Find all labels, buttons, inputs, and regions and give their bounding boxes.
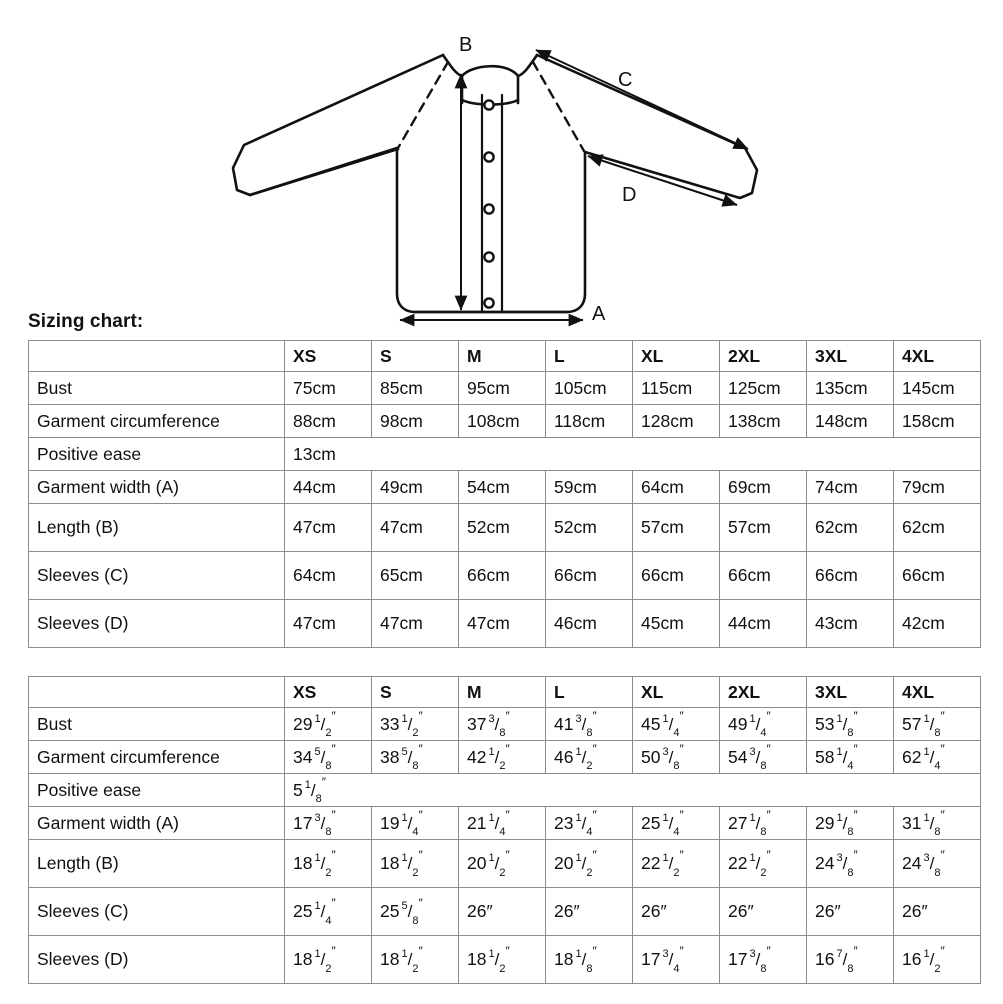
- table-cell: 74cm: [807, 471, 894, 504]
- table-cell: 17 $^3/_8''$: [720, 936, 807, 984]
- table-cell: 38 $^5/_8''$: [372, 741, 459, 774]
- imperial-row-label: Length (B): [29, 840, 285, 888]
- table-cell: 24 $^3/_8''$: [807, 840, 894, 888]
- table-cell: 138cm: [720, 405, 807, 438]
- metric-row-label: Bust: [29, 372, 285, 405]
- metric-table-wrapper: [28, 340, 981, 648]
- table-cell: 66cm: [720, 552, 807, 600]
- imperial-size-header-xl: XL: [633, 677, 720, 708]
- imperial-header-row: [29, 677, 981, 708]
- table-cell: 95cm: [459, 372, 546, 405]
- diagram-label-c: C: [618, 69, 633, 91]
- metric-row-label: Sleeves (C): [29, 552, 285, 600]
- table-cell: 125cm: [720, 372, 807, 405]
- metric-row-label: Positive ease: [29, 438, 285, 471]
- metric-size-header-xs: XS: [285, 341, 372, 372]
- table-cell: 22 $^1/_2''$: [720, 840, 807, 888]
- table-cell: 46 $^1/_2''$: [546, 741, 633, 774]
- table-cell: 66cm: [459, 552, 546, 600]
- table-cell: 41 $^3/_8''$: [546, 708, 633, 741]
- imperial-size-header-xs: XS: [285, 677, 372, 708]
- table-cell: 54cm: [459, 471, 546, 504]
- table-cell: 47cm: [372, 600, 459, 648]
- table-cell: 37 $^3/_8''$: [459, 708, 546, 741]
- table-cell: 19 $^1/_4''$: [372, 807, 459, 840]
- metric-header-row: [29, 341, 981, 372]
- table-cell: 53 $^1/_8''$: [807, 708, 894, 741]
- table-cell: 18 $^1/_2''$: [459, 936, 546, 984]
- imperial-size-header-s: S: [372, 677, 459, 708]
- metric-row-label: Garment circumference: [29, 405, 285, 438]
- table-cell: 26″: [894, 888, 981, 936]
- table-cell: 23 $^1/_4''$: [546, 807, 633, 840]
- button-group: [484, 100, 493, 307]
- imperial-size-header-m: M: [459, 677, 546, 708]
- table-cell: 158cm: [894, 405, 981, 438]
- imperial-row-label: Garment circumference: [29, 741, 285, 774]
- table-cell: 135cm: [807, 372, 894, 405]
- table-row: [29, 372, 981, 405]
- table-cell: 66cm: [633, 552, 720, 600]
- table-cell: 44cm: [720, 600, 807, 648]
- table-row: [29, 471, 981, 504]
- garment-diagram: [0, 0, 1003, 338]
- table-row: [29, 741, 981, 774]
- table-cell: 43cm: [807, 600, 894, 648]
- table-cell: 47cm: [372, 504, 459, 552]
- measure-arrow-c: [536, 50, 748, 149]
- metric-corner-cell: [29, 341, 285, 372]
- table-cell: 26″: [459, 888, 546, 936]
- diagram-label-d: D: [622, 184, 637, 206]
- table-cell: 26″: [633, 888, 720, 936]
- table-cell: 25 $^1/_4''$: [285, 888, 372, 936]
- table-row: [29, 708, 981, 741]
- table-cell: 66cm: [807, 552, 894, 600]
- table-cell: 98cm: [372, 405, 459, 438]
- table-cell: 22 $^1/_2''$: [633, 840, 720, 888]
- table-row: [29, 774, 981, 807]
- diagram-label-b: B: [459, 34, 473, 56]
- measure-arrow-d: [588, 156, 737, 205]
- imperial-row-label: Positive ease: [29, 774, 285, 807]
- metric-row-label: Length (B): [29, 504, 285, 552]
- table-cell: 18 $^1/_2''$: [285, 840, 372, 888]
- table-cell: 18 $^1/_2''$: [285, 936, 372, 984]
- table-cell: 65cm: [372, 552, 459, 600]
- table-cell: 18 $^1/_2''$: [372, 936, 459, 984]
- table-cell: 57cm: [720, 504, 807, 552]
- table-row: [29, 840, 981, 888]
- table-cell: 79cm: [894, 471, 981, 504]
- table-cell: 54 $^3/_8''$: [720, 741, 807, 774]
- table-cell: 57 $^1/_8''$: [894, 708, 981, 741]
- table-row: [29, 936, 981, 984]
- table-row: [29, 888, 981, 936]
- table-row: [29, 405, 981, 438]
- table-cell: 26″: [720, 888, 807, 936]
- table-cell: 108cm: [459, 405, 546, 438]
- table-cell: 58 $^1/_4''$: [807, 741, 894, 774]
- table-row: [29, 438, 981, 471]
- table-cell: 26″: [807, 888, 894, 936]
- table-row: [29, 600, 981, 648]
- metric-size-header-m: M: [459, 341, 546, 372]
- table-cell: 62cm: [807, 504, 894, 552]
- table-cell: 25 $^1/_4''$: [633, 807, 720, 840]
- table-cell: 128cm: [633, 405, 720, 438]
- table-row: [29, 504, 981, 552]
- table-cell: 33 $^1/_2''$: [372, 708, 459, 741]
- table-cell: 16 $^1/_2''$: [894, 936, 981, 984]
- table-cell: 45 $^1/_4''$: [633, 708, 720, 741]
- table-cell: 45cm: [633, 600, 720, 648]
- table-cell: 25 $^5/_8''$: [372, 888, 459, 936]
- table-cell: 46cm: [546, 600, 633, 648]
- table-cell: 145cm: [894, 372, 981, 405]
- imperial-size-table: [28, 676, 981, 984]
- table-cell: 115cm: [633, 372, 720, 405]
- table-cell: 47cm: [459, 600, 546, 648]
- table-cell: 27 $^1/_8''$: [720, 807, 807, 840]
- imperial-size-header-2xl: 2XL: [720, 677, 807, 708]
- table-cell: 29 $^1/_2''$: [285, 708, 372, 741]
- table-cell: 29 $^1/_8''$: [807, 807, 894, 840]
- table-row: [29, 807, 981, 840]
- metric-size-header-4xl: 4XL: [894, 341, 981, 372]
- table-cell: 24 $^3/_8''$: [894, 840, 981, 888]
- table-cell: 105cm: [546, 372, 633, 405]
- table-cell: 17 $^3/_8''$: [285, 807, 372, 840]
- imperial-corner-cell: [29, 677, 285, 708]
- imperial-positive-ease-value: 5 $^1/_8''$: [285, 774, 981, 807]
- metric-size-header-s: S: [372, 341, 459, 372]
- table-cell: 31 $^1/_8''$: [894, 807, 981, 840]
- table-cell: 42 $^1/_2''$: [459, 741, 546, 774]
- table-cell: 118cm: [546, 405, 633, 438]
- table-cell: 44cm: [285, 471, 372, 504]
- metric-size-header-2xl: 2XL: [720, 341, 807, 372]
- metric-size-header-l: L: [546, 341, 633, 372]
- table-cell: 88cm: [285, 405, 372, 438]
- imperial-row-label: Garment width (A): [29, 807, 285, 840]
- table-cell: 18 $^1/_2''$: [372, 840, 459, 888]
- imperial-row-label: Sleeves (C): [29, 888, 285, 936]
- table-cell: 34 $^5/_8''$: [285, 741, 372, 774]
- table-cell: 66cm: [894, 552, 981, 600]
- table-cell: 49 $^1/_4''$: [720, 708, 807, 741]
- metric-row-label: Sleeves (D): [29, 600, 285, 648]
- table-cell: 64cm: [285, 552, 372, 600]
- metric-row-label: Garment width (A): [29, 471, 285, 504]
- table-cell: 62 $^1/_4''$: [894, 741, 981, 774]
- table-cell: 18 $^1/_8''$: [546, 936, 633, 984]
- page-title: Sizing chart:: [28, 311, 144, 332]
- table-cell: 52cm: [546, 504, 633, 552]
- table-cell: 85cm: [372, 372, 459, 405]
- table-cell: 21 $^1/_4''$: [459, 807, 546, 840]
- table-cell: 26″: [546, 888, 633, 936]
- table-row: [29, 552, 981, 600]
- table-cell: 47cm: [285, 504, 372, 552]
- table-cell: 47cm: [285, 600, 372, 648]
- table-cell: 148cm: [807, 405, 894, 438]
- table-cell: 20 $^1/_2''$: [546, 840, 633, 888]
- imperial-size-header-4xl: 4XL: [894, 677, 981, 708]
- table-cell: 62cm: [894, 504, 981, 552]
- table-cell: 42cm: [894, 600, 981, 648]
- table-cell: 75cm: [285, 372, 372, 405]
- table-cell: 49cm: [372, 471, 459, 504]
- imperial-row-label: Bust: [29, 708, 285, 741]
- metric-size-header-3xl: 3XL: [807, 341, 894, 372]
- metric-size-header-xl: XL: [633, 341, 720, 372]
- table-cell: 57cm: [633, 504, 720, 552]
- table-cell: 16 $^7/_8''$: [807, 936, 894, 984]
- imperial-table-wrapper: [28, 676, 981, 984]
- table-cell: 64cm: [633, 471, 720, 504]
- imperial-size-header-l: L: [546, 677, 633, 708]
- diagram-label-a: A: [592, 303, 606, 325]
- table-cell: 52cm: [459, 504, 546, 552]
- table-cell: 59cm: [546, 471, 633, 504]
- metric-size-table: [28, 340, 981, 648]
- table-cell: 69cm: [720, 471, 807, 504]
- table-cell: 20 $^1/_2''$: [459, 840, 546, 888]
- metric-positive-ease-value: 13cm: [285, 438, 981, 471]
- imperial-size-header-3xl: 3XL: [807, 677, 894, 708]
- table-cell: 66cm: [546, 552, 633, 600]
- table-cell: 50 $^3/_8''$: [633, 741, 720, 774]
- imperial-row-label: Sleeves (D): [29, 936, 285, 984]
- table-cell: 17 $^3/_4''$: [633, 936, 720, 984]
